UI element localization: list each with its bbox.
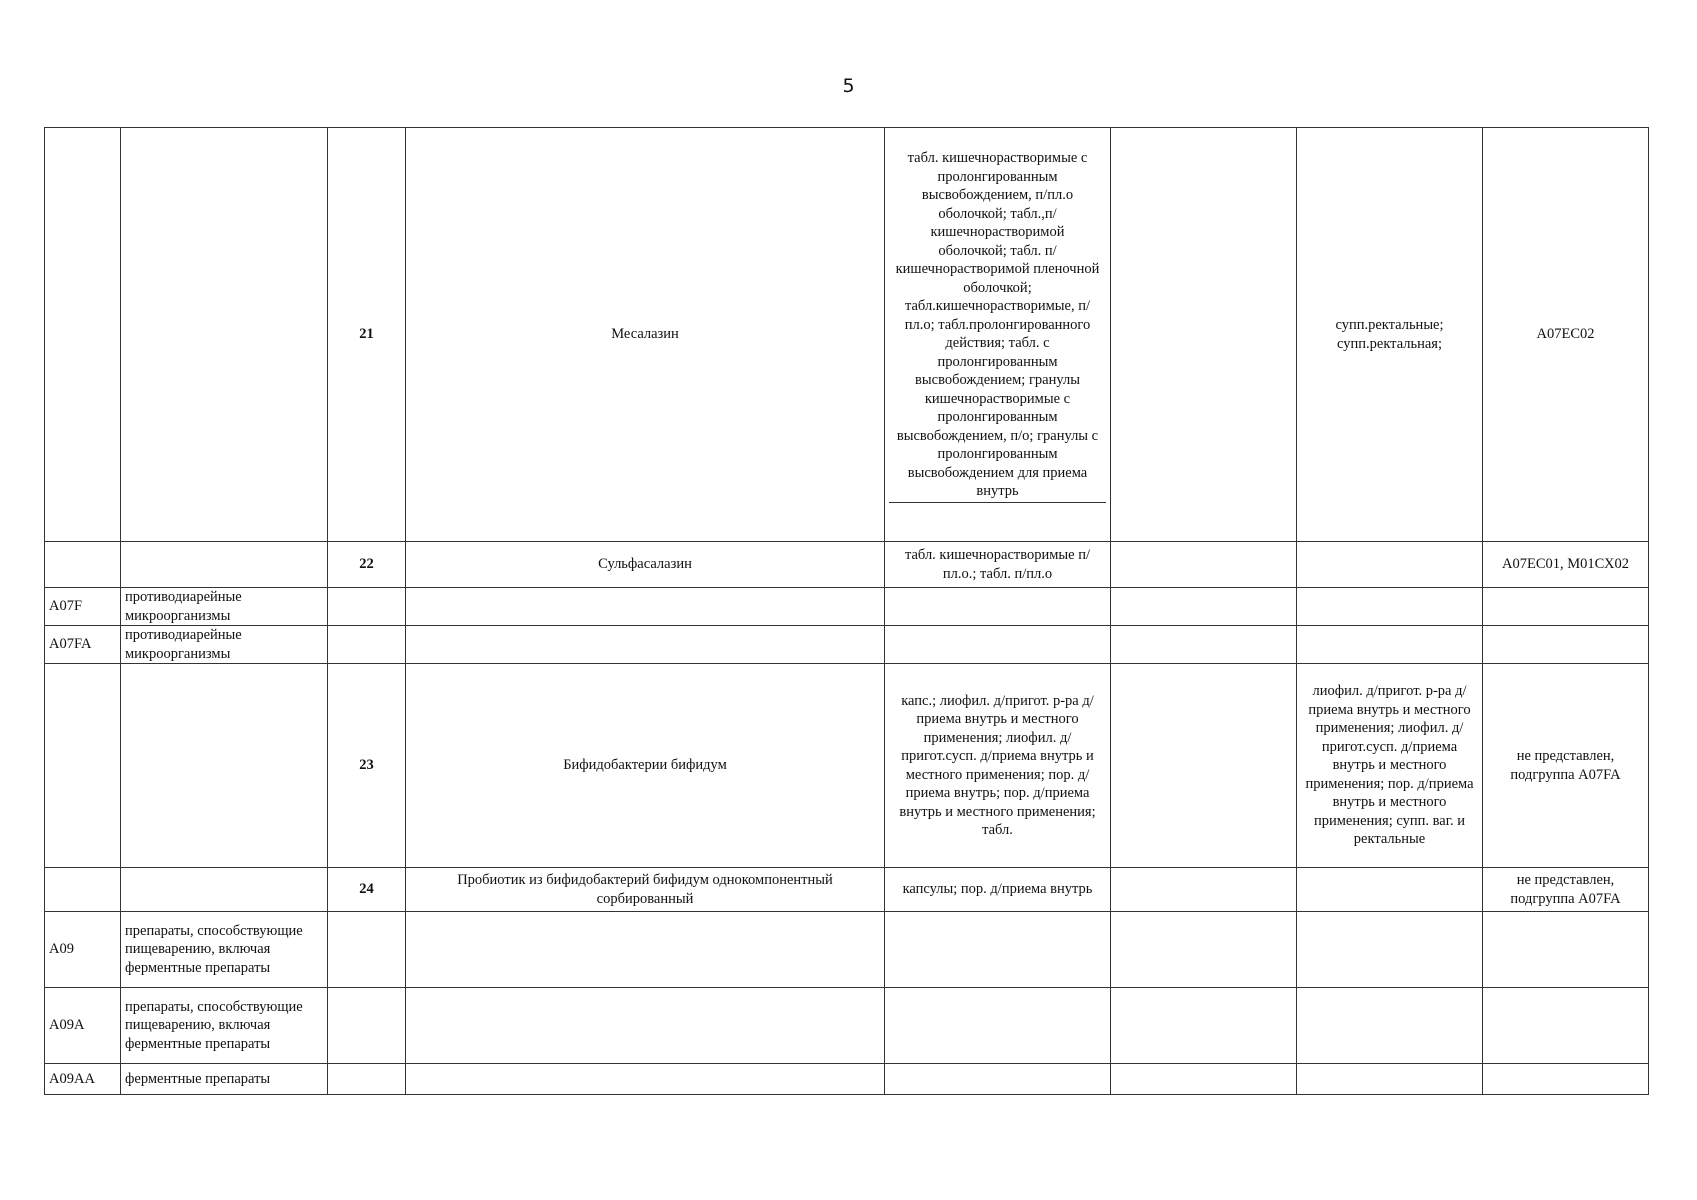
atc-group-code — [45, 868, 121, 912]
atc-group-code: A09 — [45, 912, 121, 988]
atc-group-code: A07F — [45, 588, 121, 626]
table-row — [45, 912, 1649, 988]
atc-code — [1483, 626, 1649, 664]
other-dosage-forms — [1297, 868, 1483, 912]
other-dosage-forms — [1297, 588, 1483, 626]
drug-name: Месалазин — [406, 128, 885, 542]
atc-code: А07ЕС01, М01СХ02 — [1483, 542, 1649, 588]
drug-name — [406, 988, 885, 1064]
row-number: 22 — [328, 542, 406, 588]
atc-group-code — [45, 542, 121, 588]
drug-name: Бифидобактерии бифидум — [406, 664, 885, 868]
dosage-forms-spacer — [889, 503, 1106, 522]
dosage-forms-cell — [885, 128, 1111, 542]
dosage-forms — [885, 1064, 1111, 1095]
drug-name: Пробиотик из бифидобактерий бифидум однокомпонентный сорбированный — [406, 868, 885, 912]
atc-code — [1483, 588, 1649, 626]
atc-group-code: A09AA — [45, 1064, 121, 1095]
other-dosage-forms — [1297, 988, 1483, 1064]
empty-column — [1111, 542, 1297, 588]
dosage-forms — [885, 588, 1111, 626]
empty-column — [1111, 664, 1297, 868]
group-name: препараты, способствующие пищеварению, включая ферментные препараты — [121, 912, 328, 988]
group-name: противодиарейные микроорганизмы — [121, 588, 328, 626]
dosage-forms — [885, 626, 1111, 664]
table-row — [45, 542, 1649, 588]
atc-code: А07ЕС02 — [1483, 128, 1649, 542]
empty-column — [1111, 912, 1297, 988]
other-dosage-forms — [1297, 1064, 1483, 1095]
row-number — [328, 626, 406, 664]
atc-code — [1483, 1064, 1649, 1095]
table-row — [45, 128, 1649, 542]
row-number: 23 — [328, 664, 406, 868]
table-row — [45, 1064, 1649, 1095]
drug-name: Сульфасалазин — [406, 542, 885, 588]
table-row — [45, 626, 1649, 664]
dosage-forms: капсулы; пор. д/приема внутрь — [885, 868, 1111, 912]
page-number: 5 — [842, 75, 855, 97]
table-row — [45, 868, 1649, 912]
empty-column — [1111, 868, 1297, 912]
group-name: ферментные препараты — [121, 1064, 328, 1095]
table-row — [45, 664, 1649, 868]
drug-name — [406, 588, 885, 626]
atc-group-code — [45, 128, 121, 542]
dosage-forms: табл. кишечнорастворимые п/пл.о.; табл. п/пл.о — [885, 542, 1111, 588]
atc-group-code — [45, 664, 121, 868]
empty-column — [1111, 988, 1297, 1064]
atc-code — [1483, 988, 1649, 1064]
group-name — [121, 664, 328, 868]
drug-name — [406, 912, 885, 988]
dosage-forms — [885, 988, 1111, 1064]
atc-group-code: A07FA — [45, 626, 121, 664]
row-number: 21 — [328, 128, 406, 542]
other-dosage-forms: лиофил. д/пригот. р-ра д/приема внутрь и местного применения; лиофил. д/пригот.сусп. д/приема внутрь и местного применения; пор. д/приема внутрь и местного применения; супп. ваг. и ректальные — [1297, 664, 1483, 868]
row-number — [328, 588, 406, 626]
dosage-forms: табл. кишечнорастворимые с пролонгированным высвобождением, п/пл.о оболочкой; табл.,п/кишечнорастворимой оболочкой; табл. п/кишечнорастворимой пленочной оболочкой; табл.кишечнорастворимые, п/пл.о; табл.пролонгированного действия; табл. с пролонгированным высвобождением; гранулы кишечнорастворимые с пролонгированным высвобождением, п/о; гранулы с пролонгированным высвобождением для приема внутрь — [889, 147, 1106, 503]
drug-table — [44, 127, 1649, 1095]
row-number — [328, 988, 406, 1064]
group-name — [121, 868, 328, 912]
atc-code: не представлен, подгруппа А07FA — [1483, 868, 1649, 912]
other-dosage-forms: супп.ректальные; супп.ректальная; — [1297, 128, 1483, 542]
group-name — [121, 542, 328, 588]
drug-name — [406, 1064, 885, 1095]
dosage-forms: капс.; лиофил. д/пригот. р-ра д/приема внутрь и местного применения; лиофил. д/пригот.сусп. д/приема внутрь и местного применения; пор. д/приема внутрь; пор. д/приема внутрь и местного применения; табл. — [885, 664, 1111, 868]
group-name: противодиарейные микроорганизмы — [121, 626, 328, 664]
group-name: препараты, способствующие пищеварению, включая ферментные препараты — [121, 988, 328, 1064]
row-number — [328, 912, 406, 988]
drug-name — [406, 626, 885, 664]
group-name — [121, 128, 328, 542]
other-dosage-forms — [1297, 912, 1483, 988]
atc-code: не представлен, подгруппа А07FA — [1483, 664, 1649, 868]
row-number: 24 — [328, 868, 406, 912]
atc-group-code: A09A — [45, 988, 121, 1064]
row-number — [328, 1064, 406, 1095]
empty-column — [1111, 626, 1297, 664]
dosage-forms — [885, 912, 1111, 988]
table-row — [45, 588, 1649, 626]
atc-code — [1483, 912, 1649, 988]
empty-column — [1111, 588, 1297, 626]
table-row — [45, 988, 1649, 1064]
other-dosage-forms — [1297, 626, 1483, 664]
empty-column — [1111, 128, 1297, 542]
empty-column — [1111, 1064, 1297, 1095]
other-dosage-forms — [1297, 542, 1483, 588]
